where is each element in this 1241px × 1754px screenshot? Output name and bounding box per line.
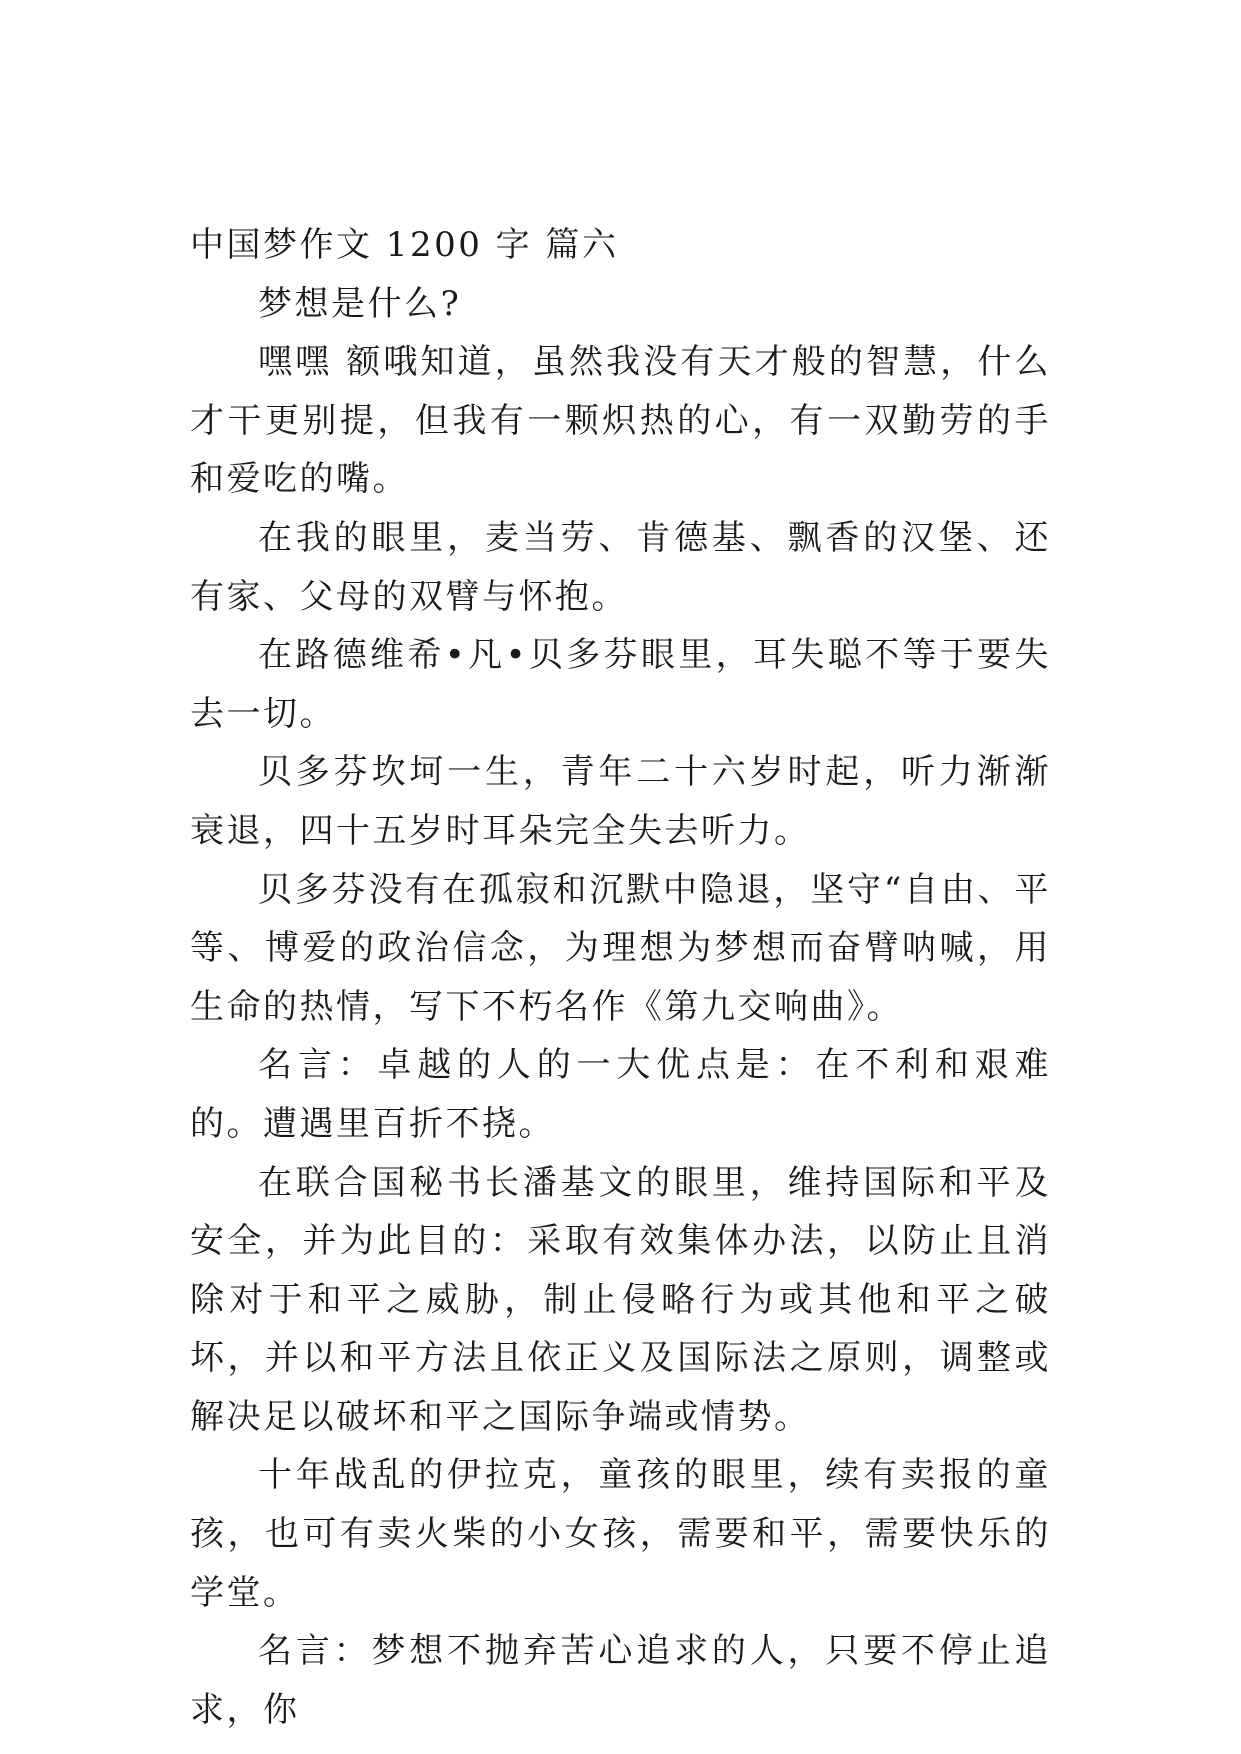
paragraph: 十年战乱的伊拉克，童孩的眼里，续有卖报的童孩，也可有卖火柴的小女孩，需要和平，需要快乐的学堂。 [190, 1455, 1051, 1613]
article-title: 中国梦作文 1200 字 篇六 [190, 225, 619, 265]
paragraph: 在联合国秘书长潘基文的眼里，维持国际和平及安全，并为此目的：采取有效集体办法，以防止且消除对于和平之威胁，制止侵略行为或其他和平之破坏，并以和平方法且依正义及国际法之原则，调整或解决足以破坏和平之国际争端或情势。 [190, 1162, 1051, 1437]
paragraph: 梦想是什么? [258, 283, 462, 324]
quote-paragraph: 名言：梦想不抛弃苦心追求的人，只要不停止追求，你 [190, 1631, 1051, 1730]
paragraph: 贝多芬没有在孤寂和沉默中隐退，坚守“自由、平等、博爱的政治信念，为理想为梦想而奋臂呐喊，用生命的热情，写下不朽名作《第九交响曲》。 [190, 869, 1051, 1027]
paragraph: 嘿嘿 额哦知道，虽然我没有天才般的智慧，什么才干更别提，但我有一颗炽热的心，有一双勤劳的手和爱吃的嘴。 [190, 342, 1051, 500]
quote-paragraph: 名言：卓越的人的一大优点是：在不利和艰难的。遭遇里百折不挠。 [190, 1045, 1051, 1144]
paragraph: 在路德维希•凡•贝多芬眼里，耳失聪不等于要失去一切。 [190, 635, 1051, 734]
paragraph: 在我的眼里，麦当劳、肯德基、飘香的汉堡、还有家、父母的双臂与怀抱。 [190, 517, 1051, 617]
paragraph: 贝多芬坎坷一生，青年二十六岁时起，听力渐渐衰退，四十五岁时耳朵完全失去听力。 [190, 752, 1051, 851]
article-body [190, 216, 1051, 1739]
